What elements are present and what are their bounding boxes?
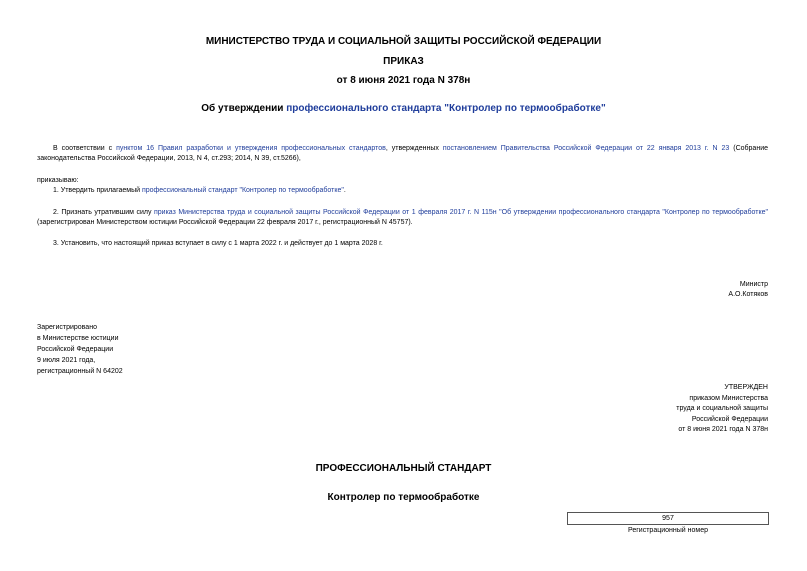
- approval-block: [568, 383, 768, 436]
- standard-name: Контролер по термообработке: [327, 492, 480, 503]
- item-1-end: .: [343, 187, 346, 194]
- standard-link[interactable]: профессиональный стандарт "Контролер по термообработке": [141, 187, 344, 194]
- item-2-text: 2. Признать утратившим силу: [53, 209, 154, 216]
- standard-title-link[interactable]: профессионального стандарта "Контролер по термообработке": [286, 103, 606, 114]
- order-date-number: от 8 июня 2021 года N 378н: [336, 75, 471, 86]
- ministry-heading: МИНИСТЕРСТВО ТРУДА И СОЦИАЛЬНОЙ ЗАЩИТЫ РОССИЙСКОЙ ФЕДЕРАЦИИ: [205, 36, 602, 47]
- registration-line-5: регистрационный N 64202: [37, 368, 123, 375]
- government-decree-link[interactable]: постановлением Правительства Российской Федерации от 22 января 2013 г. N 23: [442, 145, 730, 152]
- approval-line-2: приказом Министерства: [689, 394, 768, 402]
- order-item-1: [37, 186, 768, 196]
- signature-block: [600, 280, 768, 300]
- preamble-text-1: В соответствии с: [53, 145, 117, 152]
- registration-block: [37, 322, 237, 377]
- signature-position: Министр: [739, 281, 768, 288]
- registration-line-1: Зарегистрировано: [37, 324, 97, 331]
- preamble-text-2: , утвержденных: [385, 145, 443, 152]
- order-title: [0, 103, 807, 114]
- item-1-text: 1. Утвердить прилагаемый: [53, 187, 142, 194]
- registration-line-4: 9 июля 2021 года,: [37, 357, 96, 364]
- repealed-order-link[interactable]: приказ Министерства труда и социальной защиты Российской Федерации от 1 февраля 2017 г. N 115н "Об утверждении профессионального стандарта "Контролер по термообработке": [153, 209, 768, 216]
- order-item-2: [37, 208, 768, 228]
- registration-line-2: в Министерстве юстиции: [37, 335, 119, 342]
- rules-point-16-link[interactable]: пунктом 16 Правил разработки и утверждения профессиональных стандартов: [116, 145, 386, 152]
- approval-line-3: труда и социальной защиты: [676, 405, 768, 412]
- registration-line-3: Российской Федерации: [37, 346, 114, 353]
- doc-type: ПРИКАЗ: [383, 56, 424, 67]
- approval-line-1: УТВЕРЖДЕН: [724, 384, 768, 391]
- registration-number-label: Регистрационный номер: [628, 527, 708, 534]
- standard-heading: ПРОФЕССИОНАЛЬНЫЙ СТАНДАРТ: [315, 463, 492, 474]
- order-item-3: 3. Установить, что настоящий приказ вступает в силу с 1 марта 2022 г. и действует до 1 марта 2028 г.: [53, 240, 383, 247]
- preamble-text-3: (Собрание законодательства Российской Федерации, 2013, N 4, ст.293; 2014, N 39, ст.5266),: [37, 145, 768, 162]
- signature-name: А.О.Котяков: [728, 291, 768, 298]
- preamble-paragraph: [37, 144, 768, 164]
- registration-number-box: 957: [567, 512, 769, 525]
- approval-line-5: от 8 июня 2021 года N 378н: [678, 426, 768, 433]
- approval-line-4: Российской Федерации: [691, 415, 768, 423]
- order-title-prefix: Об утверждении: [201, 103, 287, 114]
- item-2-end: (зарегистрирован Министерством юстиции Российской Федерации 22 февраля 2017 г., регистрационный N 45757).: [37, 219, 413, 226]
- order-word: приказываю:: [37, 177, 79, 184]
